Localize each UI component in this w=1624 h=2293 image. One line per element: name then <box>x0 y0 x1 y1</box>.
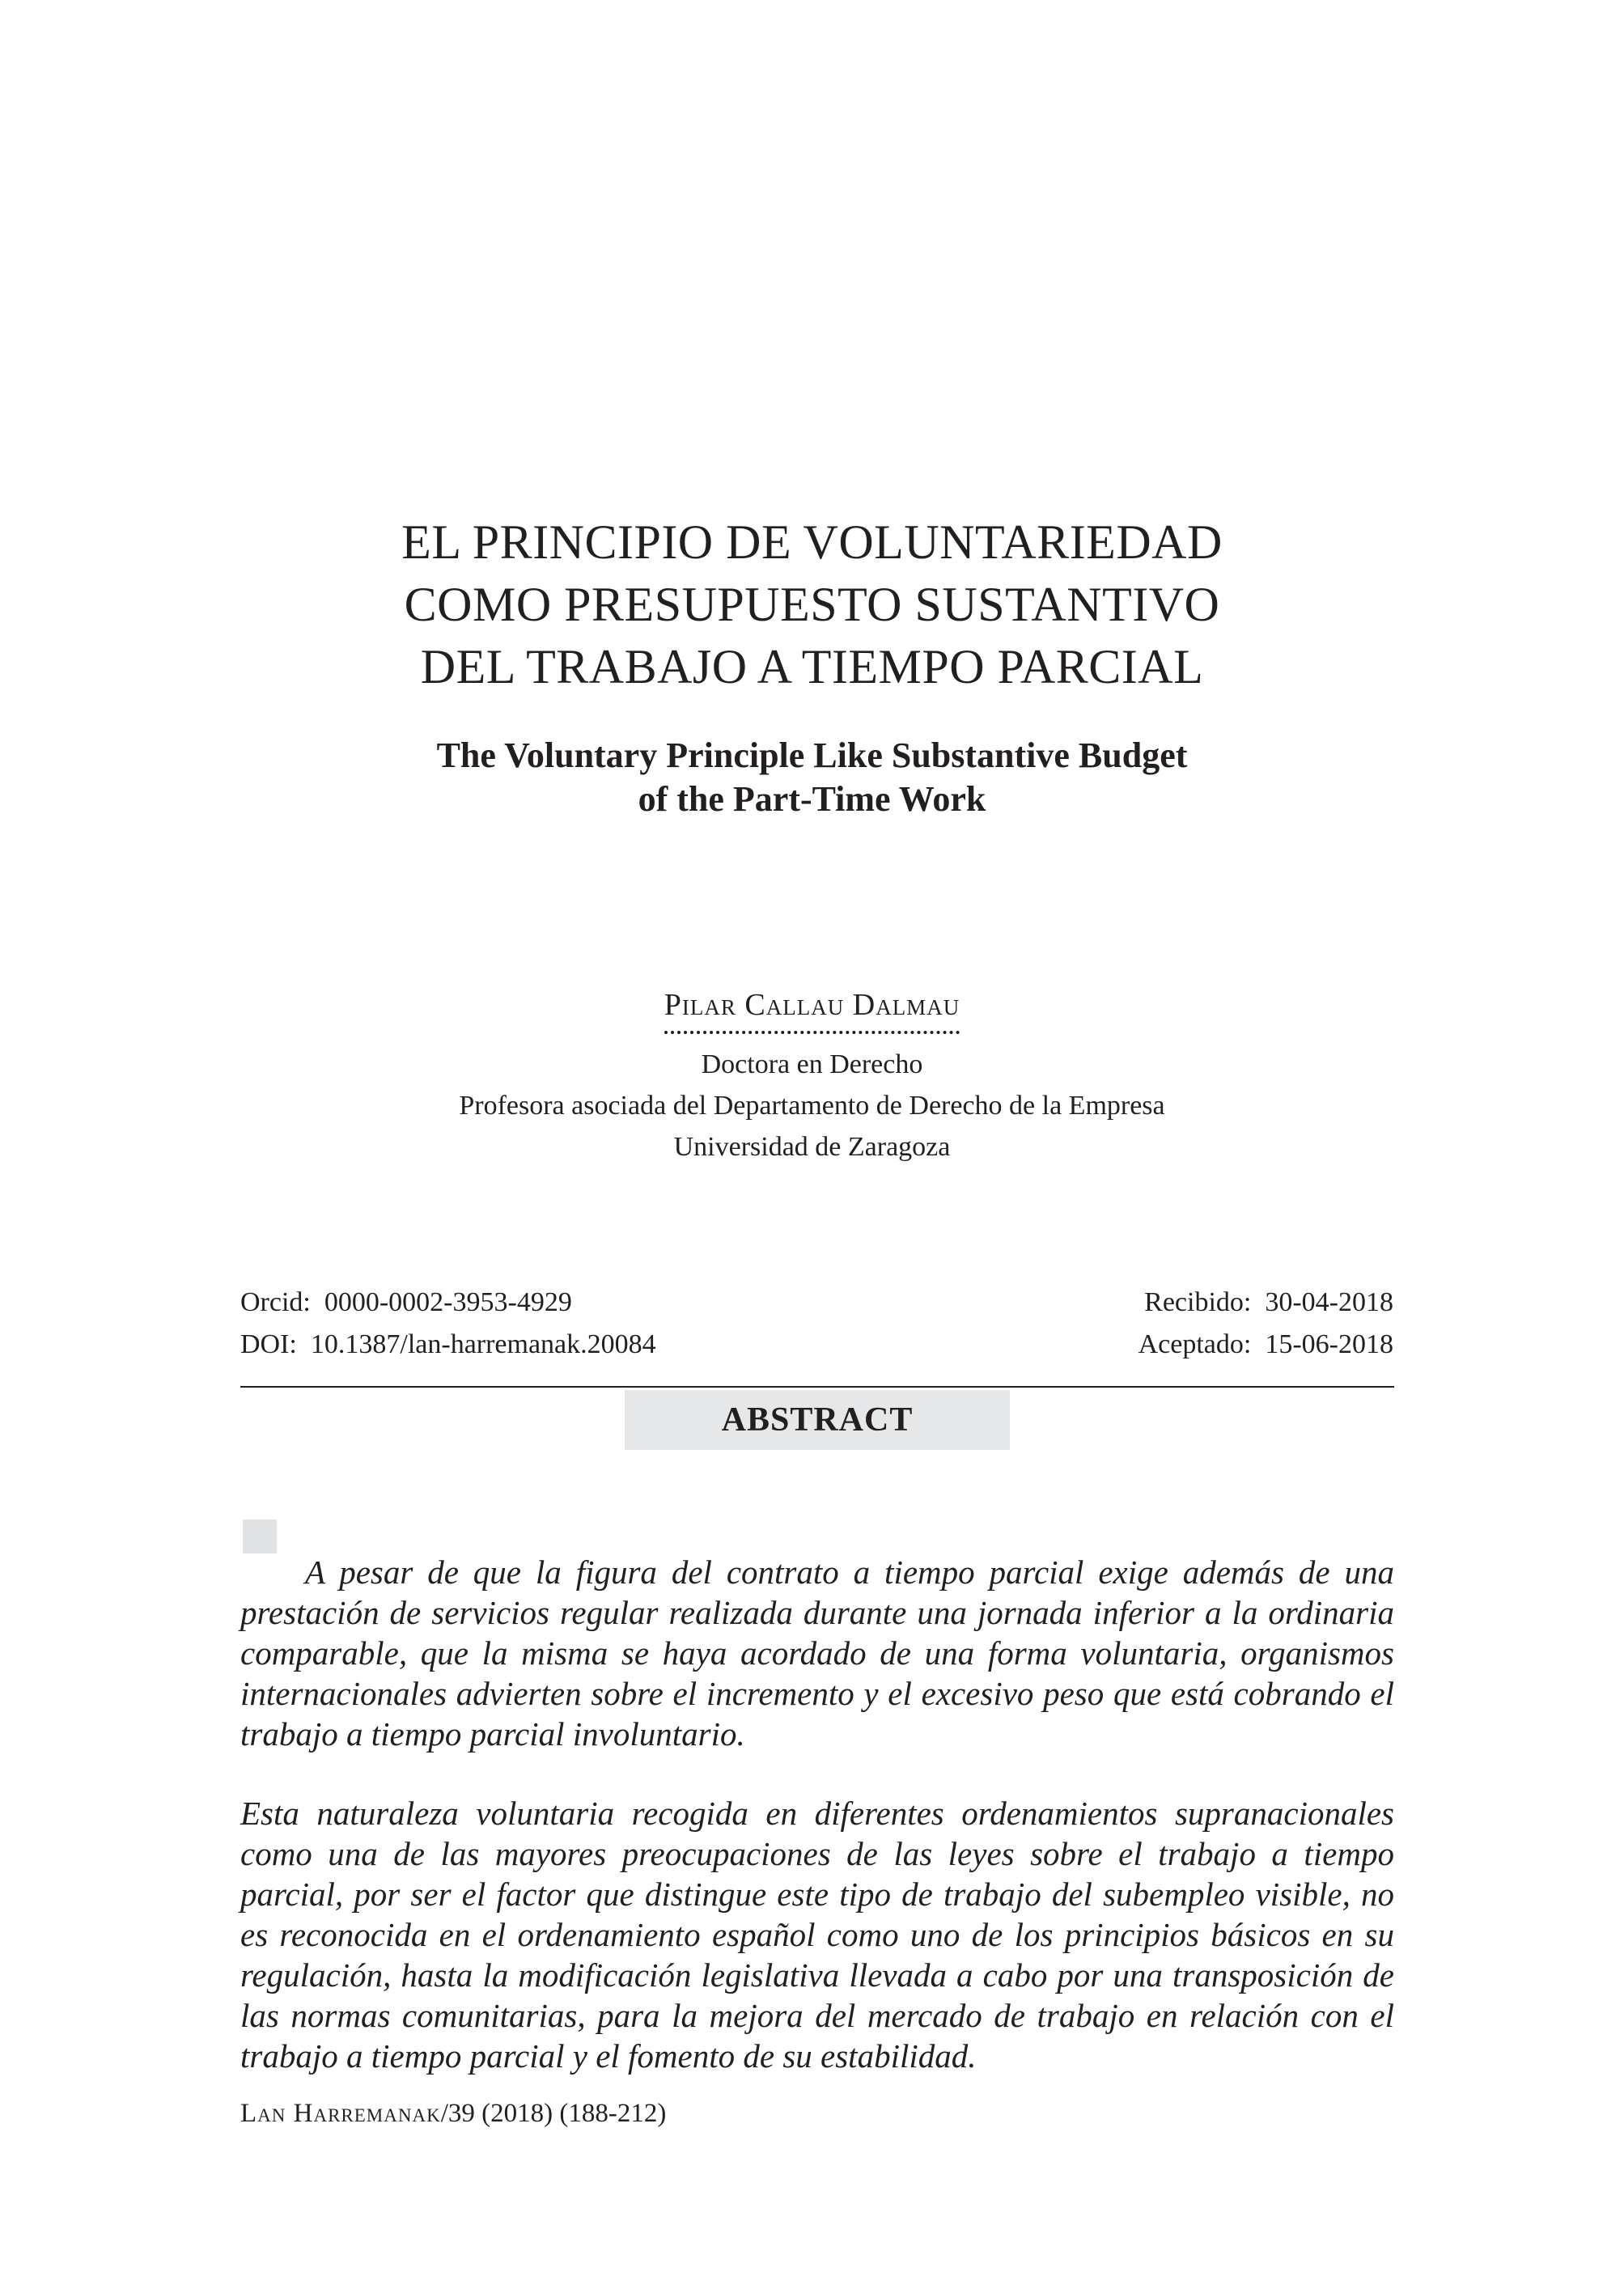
orcid-value[interactable]: 0000-0002-3953-4929 <box>324 1287 572 1317</box>
title-line: EL PRINCIPIO DE VOLUNTARIEDAD <box>401 515 1223 569</box>
orcid-label: Orcid: <box>240 1287 311 1317</box>
abstract-paragraph: Esta naturaleza voluntaria recogida en diferentes ordenamientos supranacionales como una de las mayores preocupaciones de las leyes sobre el trabajo a tiempo parcial, por ser el factor que distingue este tipo de trabajo del subempleo visible, no es reconocida en el ordenamiento español como uno de los principios básicos en su regulación, hasta la modificación legislativa llevada a cabo por una transposición de las normas comunitarias, para la mejora del mercado de trabajo en relación con el trabajo a tiempo parcial y el fomento de su estabilidad. <box>240 1795 1394 2075</box>
affiliation-line: Doctora en Derecho <box>701 1049 923 1079</box>
subtitle-line: of the Part-Time Work <box>638 779 986 819</box>
orcid-line <box>240 1282 656 1324</box>
abstract-paragraph: A pesar de que la figura del contrato a tiempo parcial exige además de una prestación de servicios regular realizada durante una jornada inferior a la ordinaria comparable, que la misma se haya acordado de una forma voluntaria, organismos internacionales advierten sobre el incremento y el excesivo peso que está cobrando el trabajo a tiempo parcial involuntario. <box>240 1553 1394 1753</box>
page-footer <box>240 2099 666 2129</box>
accepted-line <box>1138 1324 1393 1366</box>
affiliation-line: Universidad de Zaragoza <box>673 1132 951 1162</box>
doi-value[interactable]: 10.1387/lan-harremanak.20084 <box>310 1329 656 1359</box>
square-bullet-icon <box>243 1519 277 1553</box>
title-line: COMO PRESUPUESTO SUSTANTIVO <box>404 578 1220 631</box>
doi-label: DOI: <box>240 1329 297 1359</box>
title-line: DEL TRABAJO A TIEMPO PARCIAL <box>420 640 1204 693</box>
subtitle-line: The Voluntary Principle Like Substantive Budget <box>436 735 1188 775</box>
dates-block <box>1138 1282 1393 1366</box>
author-affiliation <box>0 1044 1624 1168</box>
journal-name: Lan Harremanak <box>240 2099 441 2128</box>
identifiers-block <box>240 1282 656 1366</box>
divider-rule <box>240 1386 1394 1388</box>
issue-info: /39 (2018) (188-212) <box>440 2099 667 2128</box>
accepted-label: Aceptado: <box>1138 1329 1252 1359</box>
author-name[interactable]: Pilar Callau Dalmau <box>664 987 960 1034</box>
abstract-heading: ABSTRACT <box>625 1390 1010 1450</box>
affiliation-line: Profesora asociada del Departamento de Derecho de la Empresa <box>459 1091 1165 1121</box>
received-date: 30-04-2018 <box>1265 1287 1393 1317</box>
received-line <box>1138 1282 1393 1324</box>
doi-line <box>240 1324 656 1366</box>
article-title <box>0 511 1624 698</box>
received-label: Recibido: <box>1144 1287 1252 1317</box>
accepted-date: 15-06-2018 <box>1265 1329 1393 1359</box>
article-subtitle <box>0 734 1624 821</box>
author-block <box>0 987 1624 1034</box>
